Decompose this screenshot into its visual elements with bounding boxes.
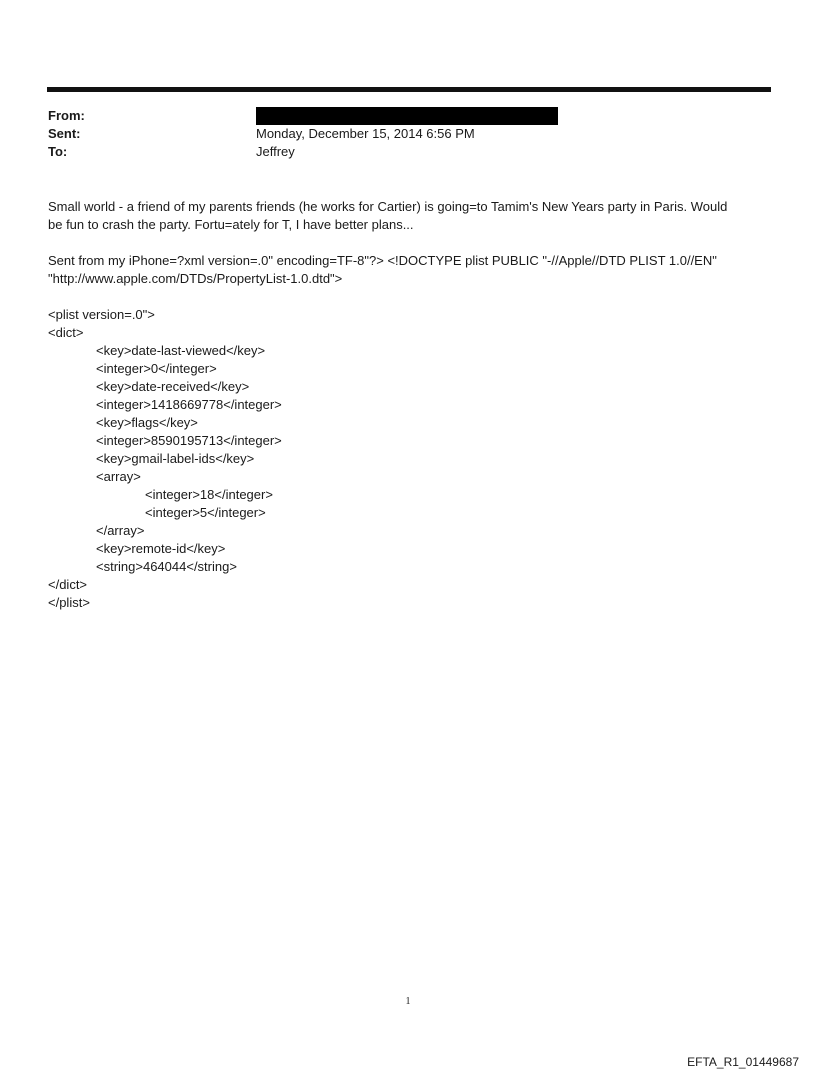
plist-line: <key>date-last-viewed</key> — [96, 343, 266, 358]
bates-number: EFTA_R1_01449687 — [687, 1055, 799, 1069]
plist-line: <integer>18</integer> — [145, 487, 273, 502]
page-number: 1 — [405, 996, 411, 1007]
plist-line: <dict> — [48, 325, 84, 340]
plist-line: </array> — [96, 523, 145, 538]
signature-line-2: "http://www.apple.com/DTDs/PropertyList-1.0.dtd"> — [48, 271, 343, 286]
plist-line: <key>flags</key> — [96, 415, 198, 430]
plist-line: <key>date-received</key> — [96, 379, 250, 394]
to-value: Jeffrey — [256, 144, 295, 159]
plist-line: <key>remote-id</key> — [96, 541, 226, 556]
sent-value: Monday, December 15, 2014 6:56 PM — [256, 126, 475, 141]
plist-line: <integer>5</integer> — [145, 505, 266, 520]
message-line-2: be fun to crash the party. Fortu=ately for T, I have better plans... — [48, 217, 414, 232]
plist-block — [48, 306, 282, 612]
plist-line: </dict> — [48, 577, 88, 592]
redaction-block — [256, 107, 558, 125]
header-rule — [47, 87, 771, 92]
from-label: From: — [48, 108, 85, 123]
plist-line: <key>gmail-label-ids</key> — [96, 451, 255, 466]
plist-line: <integer>0</integer> — [96, 361, 217, 376]
plist-line: <string>464044</string> — [96, 559, 237, 574]
signature-line-1: Sent from my iPhone=?xml version=.0" encoding=TF-8"?> <!DOCTYPE plist PUBLIC "-//Apple//DTD PLIST 1.0//EN" — [48, 253, 717, 268]
plist-line: <integer>8590195713</integer> — [96, 433, 282, 448]
plist-line: </plist> — [48, 595, 90, 610]
plist-line: <plist version=.0"> — [48, 307, 155, 322]
message-paragraph — [48, 198, 770, 234]
message-line-1: Small world - a friend of my parents friends (he works for Cartier) is going=to Tamim's New Years party in Paris. Would — [48, 199, 728, 214]
signature-block — [48, 252, 770, 288]
to-label: To: — [48, 144, 68, 159]
sent-label: Sent: — [48, 126, 81, 141]
plist-line: <array> — [96, 469, 141, 484]
plist-line: <integer>1418669778</integer> — [96, 397, 282, 412]
